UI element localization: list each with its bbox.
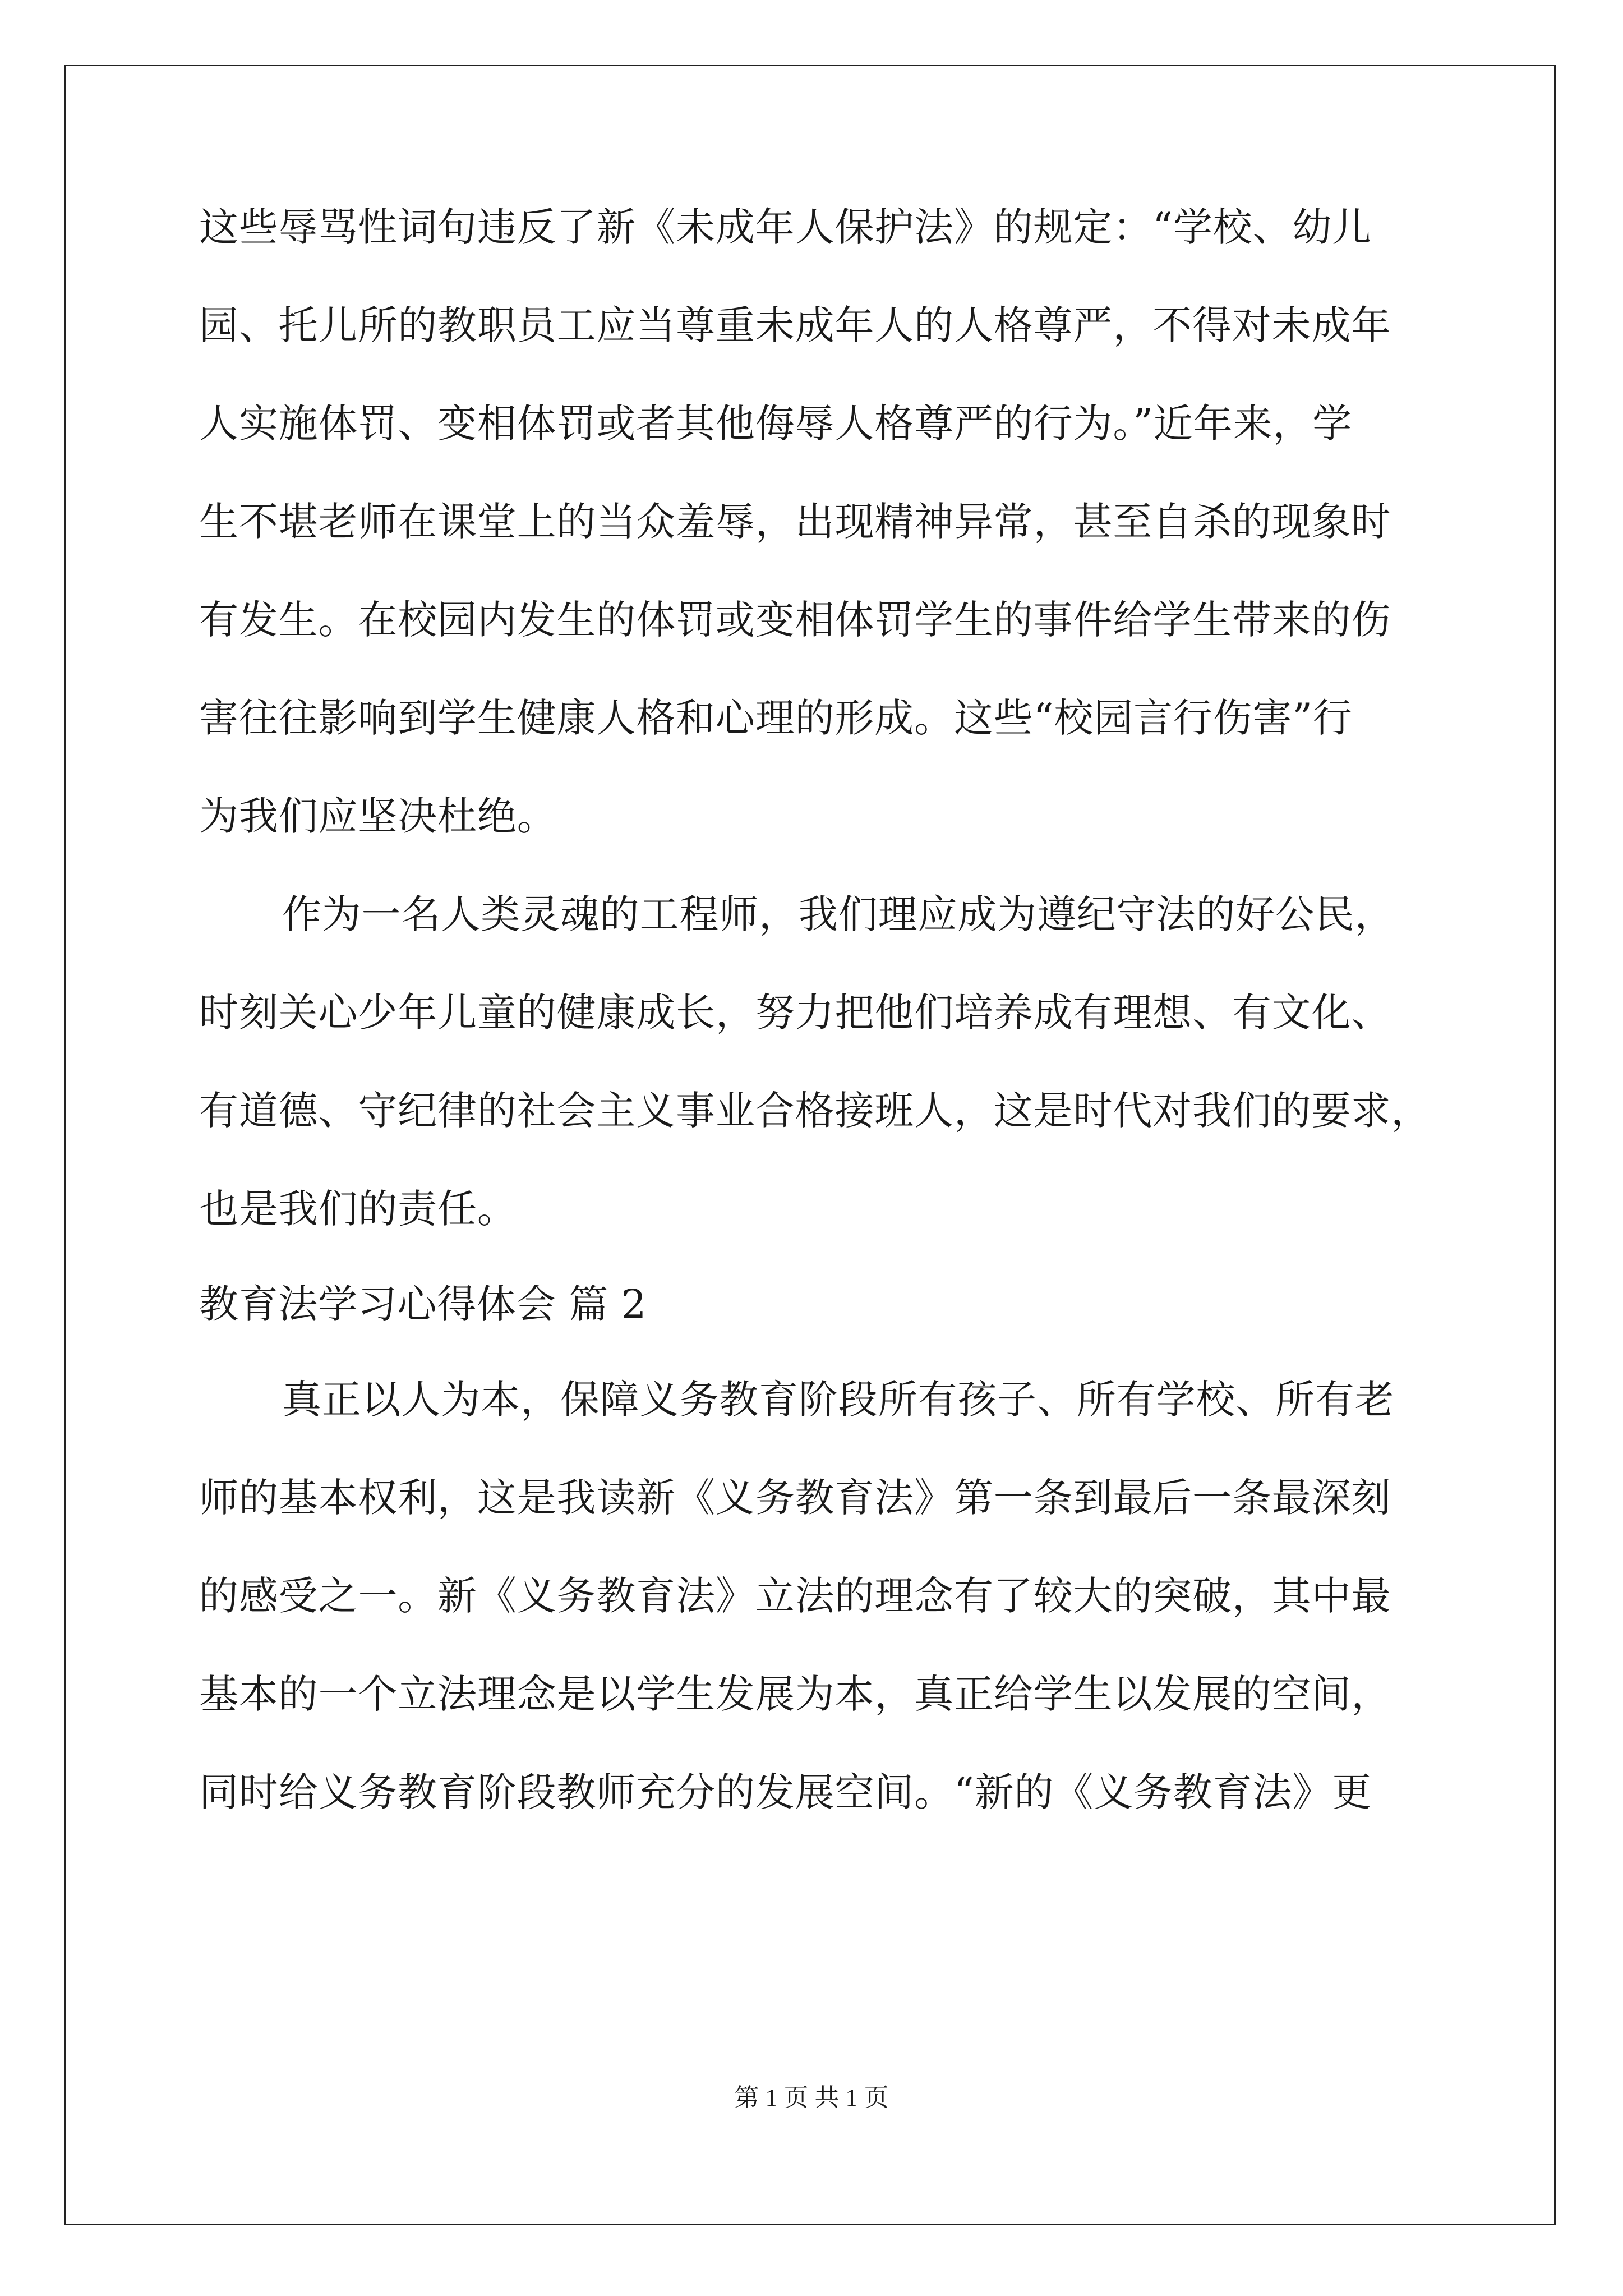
paragraph-3-line-1: 真正以人为本，保障义务教育阶段所有孩子、所有学校、所有老 [282,1377,1395,1423]
paragraph-3-line-5: 同时给义务教育阶段教师充分的发展空间。“新的《义务教育法》更 [199,1769,1372,1815]
paragraph-3-line-3: 的感受之一。新《义务教育法》立法的理念有了较大的突破，其中最 [199,1573,1391,1619]
paragraph-3-line-2: 师的基本权利，这是我读新《义务教育法》第一条到最后一条最深刻 [199,1475,1391,1521]
paragraph-2-line-1: 作为一名人类灵魂的工程师，我们理应成为遵纪守法的好公民， [282,891,1395,937]
paragraph-2-line-2: 时刻关心少年儿童的健康成长，努力把他们培养成有理想、有文化、 [199,990,1391,1036]
paragraph-3-line-4: 基本的一个立法理念是以学生发展为本，真正给学生以发展的空间， [199,1671,1391,1717]
section-heading: 教育法学习心得体会 篇 2 [199,1281,647,1327]
paragraph-2-line-4: 也是我们的责任。 [199,1186,517,1232]
paragraph-1-line-6: 害往往影响到学生健康人格和心理的形成。这些“校园言行伤害”行 [199,695,1353,741]
page-footer: 第 1 页 共 1 页 [734,2084,889,2111]
paragraph-1-line-2: 园、托儿所的教职员工应当尊重未成年人的人格尊严，不得对未成年 [199,302,1391,348]
page-border [64,65,1556,2225]
paragraph-1-line-5: 有发生。在校园内发生的体罚或变相体罚学生的事件给学生带来的伤 [199,597,1391,643]
paragraph-2-line-3: 有道德、守纪律的社会主义事业合格接班人，这是时代对我们的要求， [199,1088,1431,1134]
paragraph-1-line-3: 人实施体罚、变相体罚或者其他侮辱人格尊严的行为。”近年来，学 [199,401,1352,447]
paragraph-1-line-1: 这些辱骂性词句违反了新《未成年人保护法》的规定：“学校、幼儿 [199,204,1372,250]
paragraph-1-line-7: 为我们应坚决杜绝。 [199,793,557,839]
paragraph-1-line-4: 生不堪老师在课堂上的当众羞辱，出现精神异常，甚至自杀的现象时 [199,499,1391,545]
